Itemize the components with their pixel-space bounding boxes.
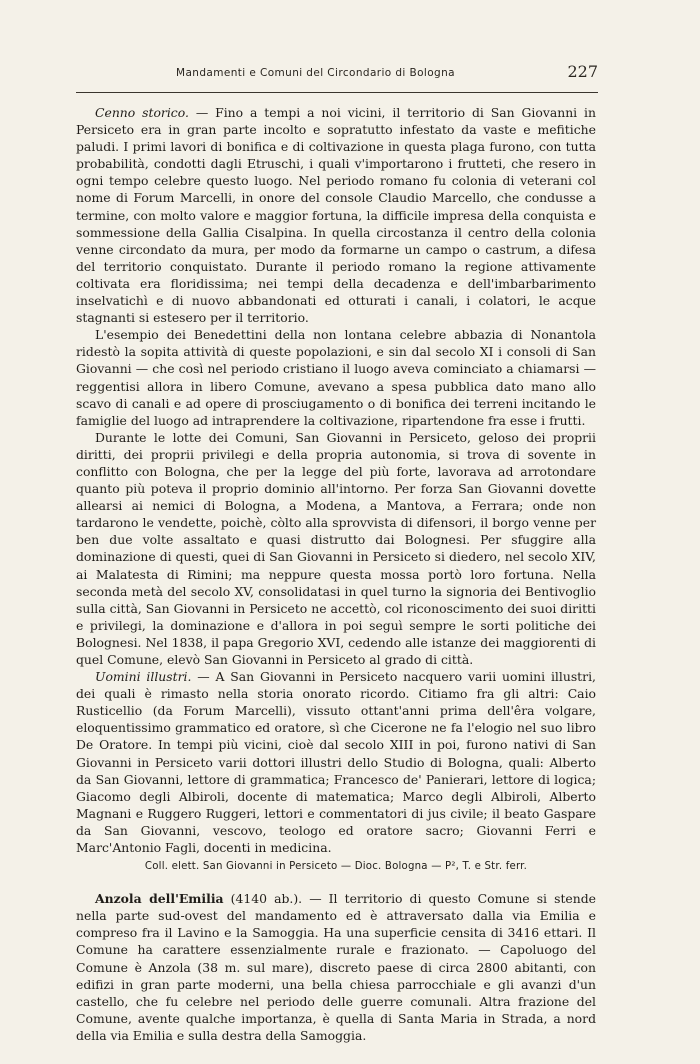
header-rule [76,92,598,93]
running-title: Mandamenti e Comuni del Circondario di Bologna [176,67,456,79]
page-number: 227 [567,62,598,81]
paragraph-uomini-illustri [76,668,596,856]
section-lead: Cenno storico. [95,105,189,120]
paragraph-text: L'esempio dei Benedettini della non lontana celebre abbazia di Nonantola ridestò la sopita attività di queste popolazioni, e sin dal secolo XI i consoli di San Giovanni — che così nel periodo cristiano il luogo aveva cominciato a chiamarsi — reggentisi allora in libero Comune, avevano a spesa pubblica dato mano allo scavo di canali e ad opere di prosciugamento o di bonifica dei terreni incitando le famiglie del luogo ad intraprendere la coltivazione, ripartendone fra esse i frutti. [76,327,596,428]
electoral-citation: Coll. elett. San Giovanni in Persiceto — Dioc. Bologna — P², T. e Str. ferr. [144,861,528,873]
paragraph-lotte-comuni [76,429,596,668]
paragraph-text: Durante le lotte dei Comuni, San Giovanni in Persiceto, geloso dei proprii diritti, dei proprii privilegi e della propria autonomia, si trova di sovente in conflitto con Bologna, che per la legge del più forte, lavorava ad arrotondare quanto più poteva il proprio dominio all'intorno. Per forza San Giovanni dovette allearsi ai nemici di Bologna, a Modena, a Mantova, a Ferrara; onde non tardarono le vendette, poichè, còlto alla sprovvista di difensori, il borgo venne per ben due volte assaltato e quasi distrutto dai Bolognesi. Per sfuggire alla dominazione di questi, quei di San Giovanni in Persiceto si diedero, nel secolo XIV, ai Malatesta di Rimini; ma neppure questa mossa portò loro fortuna. Nella seconda metà del secolo XV, consolidatasi in quel turno la signoria dei Bentivoglio sulla città, San Giovanni in Persiceto ne accettò, col riconoscimento dei suoi diritti e privilegi, la dominazione e d'allora in poi seguì sempre le sorti politiche dei Bolognesi. Nel 1838, il papa Gregorio XVI, cedendo alle istanze dei maggiorenti di quel Comune, elevò San Giovanni in Persiceto al grado di città. [76,429,596,667]
entry-anzola [76,890,596,1044]
page-header [76,62,598,86]
paragraph-text: — Fino a tempi a noi vicini, il territorio di San Giovanni in Persiceto era in gran parte incolto e sopratutto infestato da vaste e mefitiche paludi. I primi lavori di bonifica e di coltivazione in questa plaga furono, con tutta probabilità, condotti dagli Etruschi, i quali v'importarono i frutteti, che resero in ogni tempo celebre questo luogo. Nel periodo romano fu colonia di veterani col nome di Forum Marcelli, in onore del console Claudio Marcello, che condusse a termine, con molto valore e maggior fortuna, la difficile impresa della conquista e sommessione della Gallia Cisalpina. In quella circostanza il centro della colonia venne circondato da mura, per modo da formarne un campo o castrum, a difesa del territorio conquistato. Durante il periodo romano la regione attivamente coltivata era floridissima; nei tempi della decadenza e dell'imbarbarimento inselvatichì e di nuovo abbandonati ed otturati i canali, i colatori, le acque stagnanti si estesero per il territorio. [76,105,596,326]
paragraph-text: — A San Giovanni in Persiceto nacquero varii uomini illustri, dei quali è rimasto nella storia onorato ricordo. Citiamo fra gli altri: Caio Rusticellio (da Forum Marcelli), vissuto ottant'anni prima dell'êra volgare, eloquentissimo grammatico ed oratore, sì che Cicerone ne fa l'elogio nel suo libro De Oratore. In tempi più vicini, cioè dal secolo XIII in poi, furono nativi di San Giovanni in Persiceto varii dottori illustri dello Studio di Bologna, quali: Alberto da San Giovanni, lettore di grammatica; Francesco de' Panierari, lettore di logica; Giacomo degli Albiroli, docente di matematica; Marco degli Albiroli, Alberto Magnani e Ruggero Ruggeri, lettori e commentatori di jus civile; il beato Gaspare da San Giovanni, vescovo, teologo ed oratore sacro; Giovanni Ferri e Marc'Antonio Fagli, docenti in medicina. [76,669,596,856]
section-lead: Uomini illustri. [95,669,192,685]
entry-text: (4140 ab.). — Il territorio di questo Comune si stende nella parte sud-ovest del mandamento ed è attraversato dalla via Emilia e compreso fra il Lavino e la Samoggia. Ha una superficie censita di 3416 ettari. Il Comune ha carattere essenzialmente rurale e frazionato. — Capoluogo del Comune è Anzola (38 m. sul mare), discreto paese di circa 2800 abitanti, con edifizi in gran parte moderni, una bella chiesa parrocchiale e gli avanzi d'un castello, che fu celebre nel periodo delle guerre comunali. Altra frazione del Comune, avente qualche importanza, è quella di Santa Maria in Strada, a nord della via Emilia e sulla destra della Samoggia. [76,891,597,1043]
page-body [76,104,596,1044]
paragraph-benedettini [76,326,596,429]
paragraph-cenno-storico [76,104,596,326]
entry-title: Anzola dell'Emilia [95,891,224,907]
